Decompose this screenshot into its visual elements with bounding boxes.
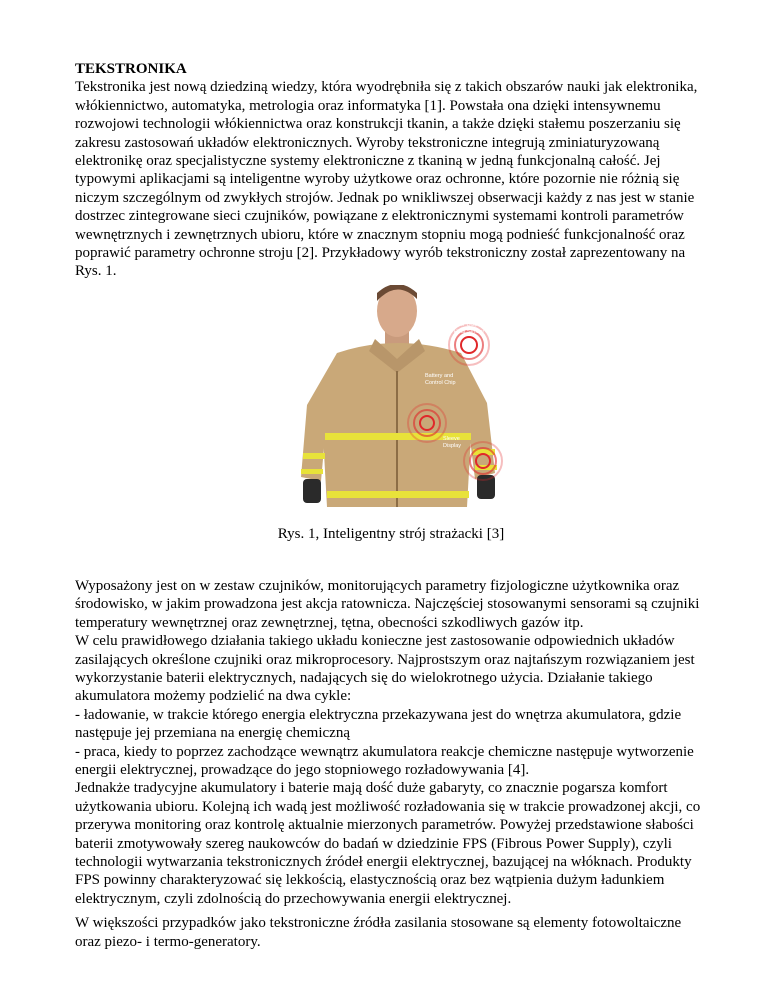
figure-firefighter: [75, 285, 707, 521]
label-battery-2: Control Chip: [425, 379, 456, 386]
label-shoulder-1: Shoulder Display: [443, 321, 485, 328]
closing-paragraph: W większości przypadków jako tekstroniczne źródła zasilania stosowane są elementy fotowoltaiczne oraz piezo- i termo-generatory.: [75, 915, 682, 950]
body-paragraph-2: W celu prawidłowego działania takiego układu konieczne jest zastosowanie odpowiednich układów zasilających określone czujniki oraz mikroprocesory. Najprostszym oraz najtańszym rozwiązaniem jest wykorzystanie baterii elektrycznych, nadających się do wielokrotnego użycia. Działanie takiego akumulatora możemy podzielić na dwa cykle:: [75, 633, 695, 705]
body-paragraph-3: Jednakże tradycyjne akumulatory i baterie mają dość duże gabaryty, co znacznie pogarsza komfort użytkowania ubioru. Kolejną ich wadą jest możliwość rozładowania się w trakcie prowadzonej akcji, co przerywa monitoring oraz kontrolę aktualnie mierzonych parametrów. Powyżej przedstawione słabości baterii zmotywowały szereg naukowców do badań w dziedzinie FPS (Fibrous Power Supply), czyli technologii wytwarzania tekstronicznych źródeł energii elektrycznej, bazującej na włóknach. Produkty FPS powinny charakteryzować się lekkością, elastycznością oraz bez wątpienia dużym ładunkiem elektrycznym, czyli zdolnością do przechowywania energii elektrycznej.: [75, 780, 701, 907]
label-sleeve-2: Display: [443, 442, 462, 449]
document-title: TEKSTRONIKA: [75, 61, 187, 77]
figure-caption: Rys. 1, Inteligentny strój strażacki [3]: [277, 525, 505, 542]
document-page: [75, 60, 707, 951]
body-list-item-2: - praca, kiedy to poprzez zachodzące wewnątrz akumulatora reakcje chemiczne następuje wytworzenie energii elektrycznej, prowadzące do jego stopniowego rozładowywania [4].: [75, 743, 694, 778]
body-paragraph-1: Wyposażony jest on w zestaw czujników, monitorujących parametry fizjologiczne użytkownika oraz środowisko, w jakim prowadzona jest akcja ratownicza. Najczęściej stosowanymi sensorami są czujniki temperatury wewnętrznej oraz zewnętrznej, tętna, obecności szkodliwych gazów itp.: [75, 577, 700, 631]
body-list-item-1: - ładowanie, w trakcie którego energia elektryczna przekazywana jest do wnętrza akumulatora, gdzie następuje jej przemiana na energię chemiczną: [75, 706, 682, 742]
intro-paragraph: Tekstronika jest nową dziedziną wiedzy, która wyodrębniła się z takich obszarów nauki jak elektronika, włókiennictwo, automatyka, metrologia oraz informatyka [1]. Powstała ona dzięki intensywnemu rozwojowi technologii włókiennictwa oraz konstrukcji tkanin, a także dzięki stałemu poszerzaniu się zakresu zastosowań układów elektronicznych. Wyroby tekstroniczne integrują zminiaturyzowaną elektronikę oraz specjalistyczne systemy elektroniczne z tkaniną w jedną funkcjonalną całość. Jej typowymi aplikacjami są inteligentne wyroby użytkowe oraz ochronne, które pozornie nie różnią się niczym szczególnym od zwykłych strojów. Jednak po wnikliwszej obserwacji każdy z nas jest w stanie dostrzec zintegrowane sieci czujników, powiązane z elektronicznymi systemami kontroli parametrów wewnętrznych i zewnętrznych ubioru, które w znacznym stopniu mogą podnieść funkcjonalność oraz poprawić parametry ochronne stroju [2]. Przykładowy wyrób tekstroniczny został zaprezentowany na Rys. 1.: [75, 79, 698, 280]
glove-left: [303, 479, 321, 503]
label-battery-1: Battery and: [425, 372, 454, 379]
firefighter-illustration: [75, 285, 707, 521]
label-shoulder-2: and Heat Sensor: [443, 328, 485, 335]
label-sleeve-1: Sleeve: [443, 435, 460, 442]
